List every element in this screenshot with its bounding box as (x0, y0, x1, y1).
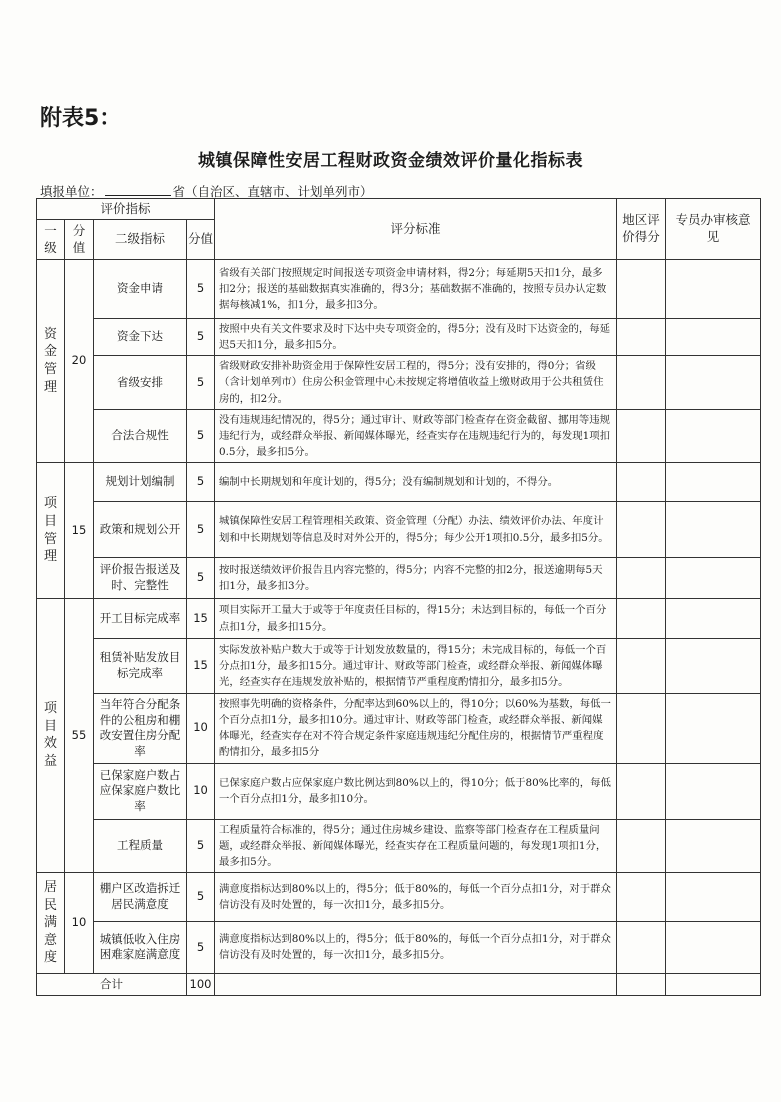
regional-score-cell[interactable] (617, 819, 666, 872)
total-review-cell[interactable] (666, 973, 761, 995)
table-row (37, 599, 761, 639)
level2-indicator: 城镇低收入住房困难家庭满意度 (94, 921, 187, 973)
level2-indicator: 开工目标完成率 (94, 599, 187, 639)
table-row (37, 694, 761, 764)
indicator-table (36, 198, 761, 996)
group-score: 55 (65, 599, 94, 873)
level2-indicator: 省级安排 (94, 356, 187, 409)
total-criteria-cell (215, 973, 617, 995)
level2-score: 5 (187, 872, 215, 921)
filler-suffix: 省（自治区、直辖市、计划单列市） (172, 184, 373, 199)
review-opinion-cell[interactable] (666, 260, 761, 319)
review-opinion-cell[interactable] (666, 356, 761, 409)
level2-score: 5 (187, 409, 215, 462)
criteria-text: 实际发放补贴户数大于或等于计划发放数量的，得15分；未完成目标的，每低一个百分点扣1分，最多扣15分。通过审计、财政等部门检查，或经群众举报、新闻媒体曝光，经查实存在违规发放补贴的，根据情节严重程度酌情扣分，最多扣5分。 (215, 639, 617, 694)
level2-score: 5 (187, 260, 215, 319)
level2-indicator: 棚户区改造拆迁居民满意度 (94, 872, 187, 921)
page-title: 城镇保障性安居工程财政资金绩效评价量化指标表 (198, 151, 583, 171)
review-opinion-cell[interactable] (666, 558, 761, 599)
level2-indicator: 已保家庭户数占应保家庭户数比率 (94, 763, 187, 819)
group-name: 项目效益 (43, 701, 57, 769)
criteria-text: 满意度指标达到80%以上的，得5分；低于80%的，每低一个百分点扣1分，对于群众信访没有及时处置的，每一次扣1分，最多扣5分。 (215, 872, 617, 921)
level2-indicator: 合法合规性 (94, 409, 187, 462)
regional-score-cell[interactable] (617, 921, 666, 973)
regional-score-cell[interactable] (617, 872, 666, 921)
total-label: 合计 (37, 973, 187, 995)
total-regional-cell[interactable] (617, 973, 666, 995)
table-row (37, 463, 761, 502)
table-row (37, 763, 761, 819)
regional-score-cell[interactable] (617, 599, 666, 639)
regional-score-cell[interactable] (617, 558, 666, 599)
level2-indicator: 政策和规划公开 (94, 502, 187, 558)
regional-score-cell[interactable] (617, 502, 666, 558)
level2-score: 10 (187, 694, 215, 764)
header-score-text: 分值 (72, 222, 86, 255)
level2-score: 5 (187, 502, 215, 558)
table-row (37, 819, 761, 872)
table-row (37, 921, 761, 973)
regional-score-cell[interactable] (617, 356, 666, 409)
level2-score: 5 (187, 319, 215, 356)
level2-score: 5 (187, 921, 215, 973)
review-opinion-cell[interactable] (666, 872, 761, 921)
review-opinion-cell[interactable] (666, 319, 761, 356)
criteria-text: 满意度指标达到80%以上的，得5分；低于80%的，每低一个百分点扣1分，对于群众信访没有及时处置的，每一次扣1分，最多扣5分。 (215, 921, 617, 973)
review-opinion-cell[interactable] (666, 599, 761, 639)
table-row (37, 502, 761, 558)
header-regional-score: 地区评价得分 (617, 199, 666, 260)
criteria-text: 省级财政安排补助资金用于保障性安居工程的，得5分；没有安排的，得0分；省级（含计划单列市）住房公积金管理中心未按规定将增值收益上缴财政用于公共租赁住房的，扣2分。 (215, 356, 617, 409)
review-opinion-cell[interactable] (666, 409, 761, 462)
level2-score: 15 (187, 639, 215, 694)
level2-indicator: 租赁补贴发放目标完成率 (94, 639, 187, 694)
total-score: 100 (187, 973, 215, 995)
review-opinion-cell[interactable] (666, 463, 761, 502)
level2-score: 5 (187, 463, 215, 502)
level2-indicator: 规划计划编制 (94, 463, 187, 502)
regional-score-cell[interactable] (617, 463, 666, 502)
table-row (37, 558, 761, 599)
review-opinion-cell[interactable] (666, 639, 761, 694)
group-name: 居民满意度 (43, 880, 57, 966)
header-level1 (37, 220, 65, 260)
group-score: 20 (65, 260, 94, 463)
group-name: 资金管理 (43, 326, 57, 395)
table-row (37, 260, 761, 319)
header-review: 专员办审核意见 (666, 199, 761, 260)
filler-blank (105, 183, 171, 196)
criteria-text: 编制中长期规划和年度计划的，得5分；没有编制规划和计划的，不得分。 (215, 463, 617, 502)
regional-score-cell[interactable] (617, 763, 666, 819)
review-opinion-cell[interactable] (666, 921, 761, 973)
review-opinion-cell[interactable] (666, 819, 761, 872)
level2-indicator: 评价报告报送及时、完整性 (94, 558, 187, 599)
group-name-cell (37, 463, 65, 599)
header-indicators: 评价指标 (37, 199, 215, 220)
table-row (37, 639, 761, 694)
regional-score-cell[interactable] (617, 409, 666, 462)
header-level1-text: 一级 (44, 222, 57, 255)
group-name: 项目管理 (43, 496, 57, 565)
level2-score: 15 (187, 599, 215, 639)
regional-score-cell[interactable] (617, 319, 666, 356)
regional-score-cell[interactable] (617, 694, 666, 764)
criteria-text: 已保家庭户数占应保家庭户数比例达到80%以上的，得10分；低于80%比率的，每低一个百分点扣1分，最多扣10分。 (215, 763, 617, 819)
table-row (37, 409, 761, 462)
review-opinion-cell[interactable] (666, 763, 761, 819)
level2-score: 5 (187, 819, 215, 872)
criteria-text: 按时报送绩效评价报告且内容完整的，得5分；内容不完整的扣2分，报送逾期每5天扣1分，最多扣3分。 (215, 558, 617, 599)
criteria-text: 没有违规违纪情况的，得5分；通过审计、财政等部门检查存在资金截留、挪用等违规违纪行为，或经群众举报、新闻媒体曝光，经查实存在违规违纪行为的，每发现1项扣0.5分，最多扣5分。 (215, 409, 617, 462)
group-score: 10 (65, 872, 94, 973)
table-row (37, 872, 761, 921)
header-score2: 分值 (187, 220, 215, 260)
regional-score-cell[interactable] (617, 260, 666, 319)
group-name-cell (37, 872, 65, 973)
review-opinion-cell[interactable] (666, 502, 761, 558)
criteria-text: 按照事先明确的资格条件，分配率达到60%以上的，得10分；以60%为基数，每低一个百分点扣1分，最多扣10分。通过审计、财政等部门检查，或经群众举报、新闻媒体曝光，经查实存在对不符合规定条件家庭违规违纪分配住房的，根据情节严重程度酌情扣分，最多扣5分 (215, 694, 617, 764)
level2-score: 5 (187, 558, 215, 599)
criteria-text: 工程质量符合标准的，得5分；通过住房城乡建设、监察等部门检查存在工程质量问题，或经群众举报、新闻媒体曝光，经查实存在工程质量问题的，每发现1项扣1分，最多扣5分。 (215, 819, 617, 872)
group-score: 15 (65, 463, 94, 599)
level2-indicator: 资金申请 (94, 260, 187, 319)
level2-indicator: 工程质量 (94, 819, 187, 872)
level2-score: 5 (187, 356, 215, 409)
level2-indicator: 资金下达 (94, 319, 187, 356)
group-name-cell (37, 599, 65, 873)
criteria-text: 城镇保障性安居工程管理相关政策、资金管理（分配）办法、绩效评价办法、年度计划和中长期规划等信息及时对外公开的，得5分；每少公开1项扣0.5分，最多扣5分。 (215, 502, 617, 558)
header-criteria: 评分标准 (215, 199, 617, 260)
header-score (65, 220, 94, 260)
filler-label: 填报单位： (40, 184, 103, 199)
annex-label: 附表5： (40, 106, 122, 131)
table-row (37, 356, 761, 409)
regional-score-cell[interactable] (617, 639, 666, 694)
header-level2: 二级指标 (94, 220, 187, 260)
review-opinion-cell[interactable] (666, 694, 761, 764)
table-row (37, 319, 761, 356)
group-name-cell (37, 260, 65, 463)
criteria-text: 省级有关部门按照规定时间报送专项资金申请材料，得2分；每延期5天扣1分，最多扣2分；报送的基础数据真实准确的，得3分；基础数据不准确的，按照专员办认定数据每核减1%，扣1分，最多扣3分。 (215, 260, 617, 319)
level2-score: 10 (187, 763, 215, 819)
level2-indicator: 当年符合分配条件的公租房和棚改安置住房分配率 (94, 694, 187, 764)
criteria-text: 按照中央有关文件要求及时下达中央专项资金的，得5分；没有及时下达资金的，每延迟5天扣1分，最多扣5分。 (215, 319, 617, 356)
criteria-text: 项目实际开工量大于或等于年度责任目标的，得15分；未达到目标的，每低一个百分点扣1分，最多扣15分。 (215, 599, 617, 639)
